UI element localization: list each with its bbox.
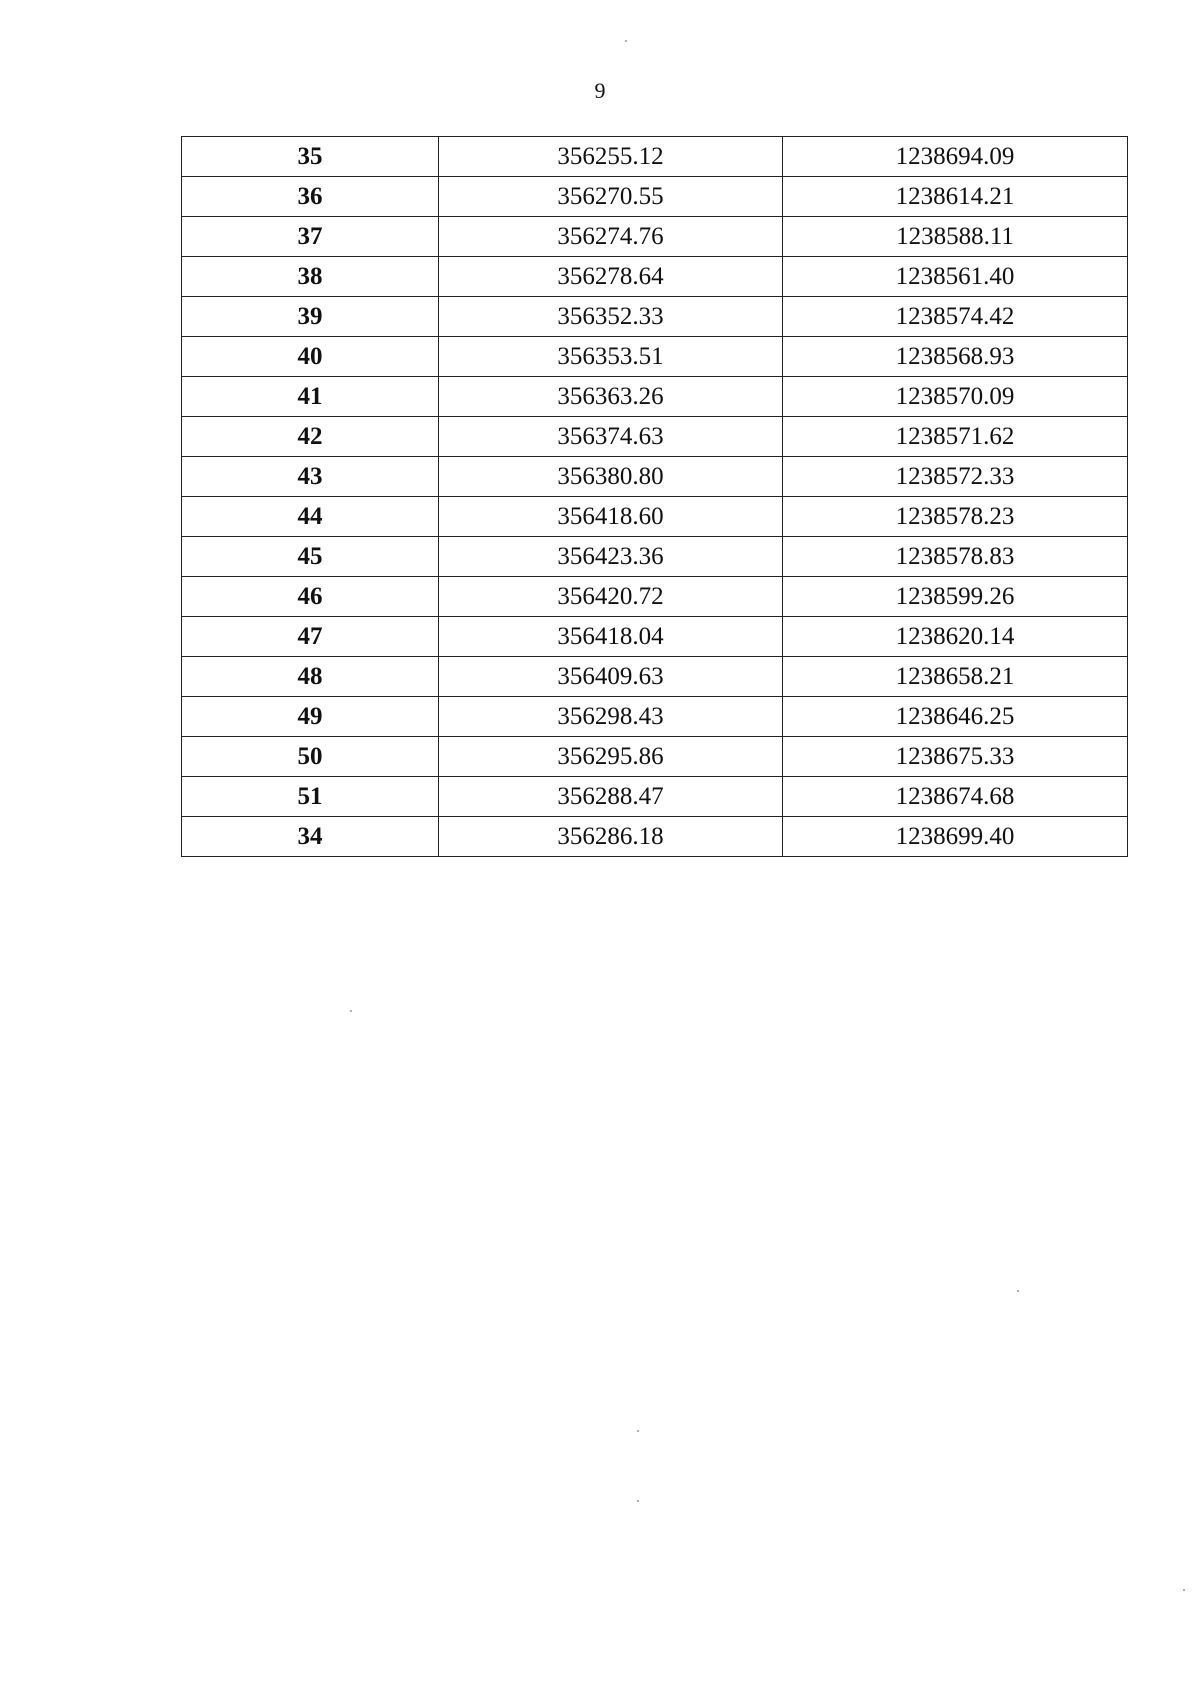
y-coordinate-cell: 1238572.33 xyxy=(783,457,1128,497)
x-coordinate-cell: 356295.86 xyxy=(439,737,783,777)
table-row xyxy=(182,577,1128,617)
point-number-cell: 50 xyxy=(182,737,439,777)
point-number-cell: 45 xyxy=(182,537,439,577)
point-number-cell: 42 xyxy=(182,417,439,457)
table-row xyxy=(182,737,1128,777)
scan-speck xyxy=(1017,1290,1019,1292)
point-number-cell: 34 xyxy=(182,817,439,857)
y-coordinate-cell: 1238570.09 xyxy=(783,377,1128,417)
point-number-cell: 44 xyxy=(182,497,439,537)
y-coordinate-cell: 1238568.93 xyxy=(783,337,1128,377)
x-coordinate-cell: 356270.55 xyxy=(439,177,783,217)
x-coordinate-cell: 356288.47 xyxy=(439,777,783,817)
table-row xyxy=(182,657,1128,697)
table-row xyxy=(182,177,1128,217)
table-row xyxy=(182,257,1128,297)
scan-speck xyxy=(637,1430,639,1432)
y-coordinate-cell: 1238699.40 xyxy=(783,817,1128,857)
x-coordinate-cell: 356418.60 xyxy=(439,497,783,537)
coordinates-table xyxy=(181,136,1128,857)
coordinates-table-body xyxy=(182,137,1128,857)
point-number-cell: 37 xyxy=(182,217,439,257)
table-row xyxy=(182,417,1128,457)
y-coordinate-cell: 1238561.40 xyxy=(783,257,1128,297)
table-row xyxy=(182,297,1128,337)
x-coordinate-cell: 356363.26 xyxy=(439,377,783,417)
page-number: 9 xyxy=(594,78,606,103)
point-number-cell: 38 xyxy=(182,257,439,297)
table-row xyxy=(182,337,1128,377)
table-row xyxy=(182,457,1128,497)
point-number-cell: 48 xyxy=(182,657,439,697)
point-number-cell: 46 xyxy=(182,577,439,617)
y-coordinate-cell: 1238620.14 xyxy=(783,617,1128,657)
y-coordinate-cell: 1238574.42 xyxy=(783,297,1128,337)
x-coordinate-cell: 356420.72 xyxy=(439,577,783,617)
table-row xyxy=(182,377,1128,417)
point-number-cell: 41 xyxy=(182,377,439,417)
table-row xyxy=(182,617,1128,657)
y-coordinate-cell: 1238694.09 xyxy=(783,137,1128,177)
table-row xyxy=(182,697,1128,737)
table-row xyxy=(182,777,1128,817)
scan-speck xyxy=(1183,1589,1185,1591)
table-row xyxy=(182,137,1128,177)
scan-speck xyxy=(637,1500,639,1502)
table-row xyxy=(182,817,1128,857)
x-coordinate-cell: 356286.18 xyxy=(439,817,783,857)
point-number-cell: 40 xyxy=(182,337,439,377)
y-coordinate-cell: 1238675.33 xyxy=(783,737,1128,777)
point-number-cell: 51 xyxy=(182,777,439,817)
x-coordinate-cell: 356423.36 xyxy=(439,537,783,577)
y-coordinate-cell: 1238588.11 xyxy=(783,217,1128,257)
table-row xyxy=(182,497,1128,537)
x-coordinate-cell: 356353.51 xyxy=(439,337,783,377)
x-coordinate-cell: 356380.80 xyxy=(439,457,783,497)
x-coordinate-cell: 356274.76 xyxy=(439,217,783,257)
x-coordinate-cell: 356409.63 xyxy=(439,657,783,697)
y-coordinate-cell: 1238614.21 xyxy=(783,177,1128,217)
point-number-cell: 39 xyxy=(182,297,439,337)
point-number-cell: 36 xyxy=(182,177,439,217)
x-coordinate-cell: 356298.43 xyxy=(439,697,783,737)
table-row xyxy=(182,537,1128,577)
y-coordinate-cell: 1238578.23 xyxy=(783,497,1128,537)
table-row xyxy=(182,217,1128,257)
x-coordinate-cell: 356278.64 xyxy=(439,257,783,297)
point-number-cell: 47 xyxy=(182,617,439,657)
scan-speck xyxy=(625,40,627,42)
point-number-cell: 43 xyxy=(182,457,439,497)
x-coordinate-cell: 356418.04 xyxy=(439,617,783,657)
y-coordinate-cell: 1238599.26 xyxy=(783,577,1128,617)
y-coordinate-cell: 1238658.21 xyxy=(783,657,1128,697)
scan-speck xyxy=(350,1010,352,1012)
y-coordinate-cell: 1238674.68 xyxy=(783,777,1128,817)
point-number-cell: 49 xyxy=(182,697,439,737)
x-coordinate-cell: 356374.63 xyxy=(439,417,783,457)
x-coordinate-cell: 356255.12 xyxy=(439,137,783,177)
y-coordinate-cell: 1238571.62 xyxy=(783,417,1128,457)
y-coordinate-cell: 1238578.83 xyxy=(783,537,1128,577)
point-number-cell: 35 xyxy=(182,137,439,177)
x-coordinate-cell: 356352.33 xyxy=(439,297,783,337)
y-coordinate-cell: 1238646.25 xyxy=(783,697,1128,737)
